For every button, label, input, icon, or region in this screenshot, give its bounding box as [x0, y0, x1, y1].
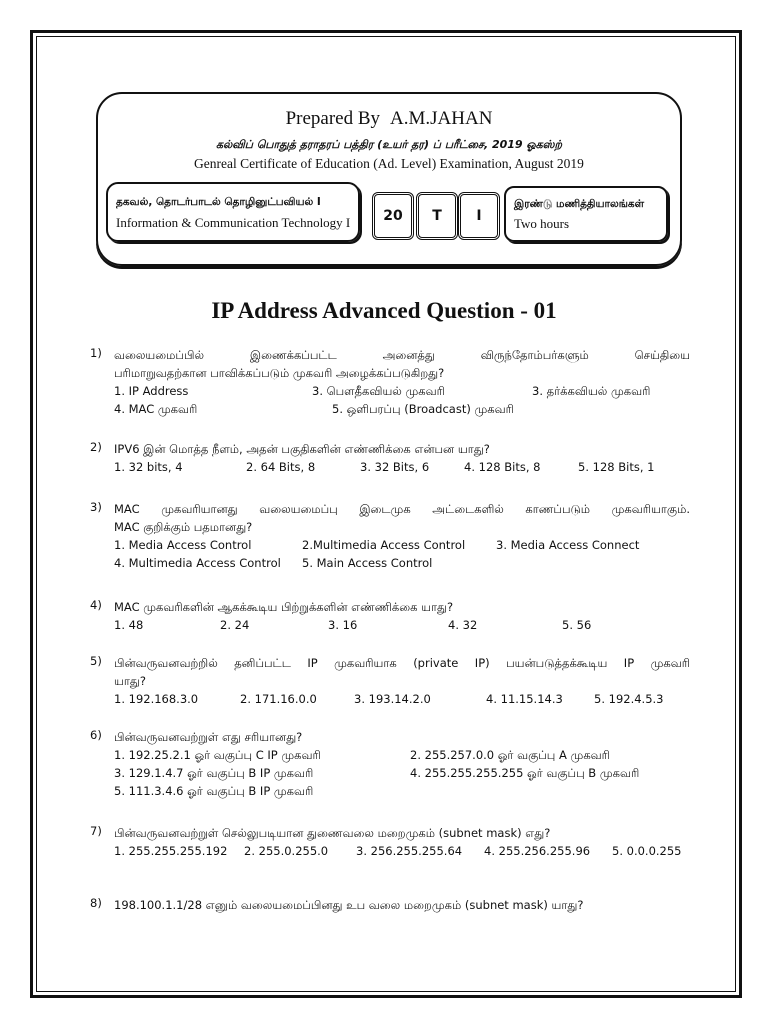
answer-option: 2. 24 — [220, 618, 250, 632]
answer-option: 1. 192.25.2.1 ஓர் வகுப்பு C IP முகவரி — [114, 748, 321, 762]
question-text: IPV6 இன் மொத்த நீளம், அதன் பகுதிகளின் எண்ணிக்கை என்பன யாது? — [114, 442, 490, 456]
question-text: 198.100.1.1/28 எனும் வலையமைப்பினது உப வலை மறைமுகம் (subnet mask) யாது? — [114, 898, 584, 912]
answer-option: 5. 192.4.5.3 — [594, 692, 664, 706]
answer-option: 1. Media Access Control — [114, 538, 252, 552]
subject-tamil: தகவல், தொடர்பாடல் தொழினுட்பவியல் I — [116, 196, 321, 208]
question-number: 4) — [90, 598, 102, 612]
subject-box — [106, 182, 360, 242]
answer-option: 5. 128 Bits, 1 — [578, 460, 655, 474]
duration-tamil: இரண்டு மணித்தியாலங்கள் — [514, 198, 645, 210]
duration-english: Two hours — [514, 216, 570, 231]
answer-option: 3. 193.14.2.0 — [354, 692, 431, 706]
answer-option: 2. 171.16.0.0 — [240, 692, 317, 706]
answer-option: 5. Main Access Control — [302, 556, 433, 570]
answer-option: 4. Multimedia Access Control — [114, 556, 281, 570]
answer-option: 2. 255.257.0.0 ஓர் வகுப்பு A முகவரி — [410, 748, 610, 762]
answer-option: 3. 16 — [328, 618, 358, 632]
answer-option: 2.Multimedia Access Control — [302, 538, 466, 552]
question-text: பின்வருவனவற்றில் தனிப்பட்ட IP முகவரியாக (private IP) பயன்படுத்தக்கூடிய IP முகவரி — [114, 656, 690, 670]
prepared-by-label: Prepared By — [285, 108, 381, 129]
question-text: MAC முகவரியானது வலையமைப்பு இடைமுக அட்டைகளில் காணப்படும் முகவரியாகும். — [114, 502, 690, 516]
question-number: 5) — [90, 654, 102, 668]
answer-option: 5. 56 — [562, 618, 592, 632]
question-number: 2) — [90, 440, 102, 454]
question-number: 3) — [90, 500, 102, 514]
answer-option: 3. Media Access Connect — [496, 538, 640, 552]
question-text: யாது? — [114, 674, 146, 688]
paper-code-box: T — [416, 192, 458, 240]
answer-option: 4. 255.256.255.96 — [484, 844, 591, 858]
answer-option: 1. 32 bits, 4 — [114, 460, 183, 474]
answer-option: 4. 11.15.14.3 — [486, 692, 563, 706]
author-name: A.M.JAHAN — [390, 108, 493, 129]
page-title: IP Address Advanced Question - 01 — [211, 298, 557, 323]
answer-option: 4. 32 — [448, 618, 478, 632]
question-text: பின்வருவனவற்றுள் எது சரியானது? — [114, 730, 303, 744]
answer-option: 3. பௌதீகவியல் முகவரி — [312, 384, 445, 398]
prepared-by-line — [98, 108, 680, 130]
answer-option: 4. 128 Bits, 8 — [464, 460, 541, 474]
answer-option: 5. 0.0.0.255 — [612, 844, 682, 858]
answer-option: 3. 32 Bits, 6 — [360, 460, 430, 474]
answer-option: 1. 255.255.255.192 — [114, 844, 228, 858]
question-number: 7) — [90, 824, 102, 838]
exam-title-english: Genreal Certificate of Education (Ad. Level) Examination, August 2019 — [194, 156, 584, 171]
answer-option: 1. IP Address — [114, 384, 189, 398]
question-text: MAC முகவரிகளின் ஆகக்கூடிய பிற்றுக்களின் எண்ணிக்கை யாது? — [114, 600, 454, 614]
question-text: பின்வருவனவற்றுள் செல்லுபடியான துணைவலை மறைமுகம் (subnet mask) எது? — [114, 826, 551, 840]
answer-option: 5. ஒளிபரப்பு (Broadcast) முகவரி — [332, 402, 514, 416]
question-text: பரிமாறுவதற்கான பாவிக்கப்படும் முகவரி அழைக்கப்படுகிறது? — [114, 366, 445, 380]
duration-box — [504, 186, 668, 242]
answer-option: 1. 48 — [114, 618, 144, 632]
answer-option: 1. 192.168.3.0 — [114, 692, 199, 706]
question-number: 6) — [90, 728, 102, 742]
answer-option: 3. 129.1.4.7 ஓர் வகுப்பு B IP முகவரி — [114, 766, 314, 780]
paper-code-box: I — [458, 192, 500, 240]
exam-title-tamil: கல்விப் பொதுத் தராதரப் பத்திர (உயர் தர) ப் பரீட்சை, 2019 ஓகஸ்ற் — [216, 138, 562, 151]
question-text: வலையமைப்பில் இணைக்கப்பட்ட அனைத்து விருந்தோம்பர்களும் செய்தியை — [114, 348, 690, 362]
answer-option: 2. 64 Bits, 8 — [246, 460, 316, 474]
subject-english: Information & Communication Technology I — [116, 215, 351, 230]
answer-option: 4. MAC முகவரி — [114, 402, 198, 416]
answer-option: 4. 255.255.255.255 ஓர் வகுப்பு B முகவரி — [410, 766, 640, 780]
exam-header — [96, 92, 682, 266]
question-number: 8) — [90, 896, 102, 910]
answer-option: 3. 256.255.255.64 — [356, 844, 463, 858]
question-text: MAC குறிக்கும் பதமானது? — [114, 520, 253, 534]
question-number: 1) — [90, 346, 102, 360]
answer-option: 5. 111.3.4.6 ஓர் வகுப்பு B IP முகவரி — [114, 784, 314, 798]
answer-option: 2. 255.0.255.0 — [244, 844, 329, 858]
answer-option: 3. தர்க்கவியல் முகவரி — [532, 384, 651, 398]
paper-code-box: 20 — [372, 192, 414, 240]
